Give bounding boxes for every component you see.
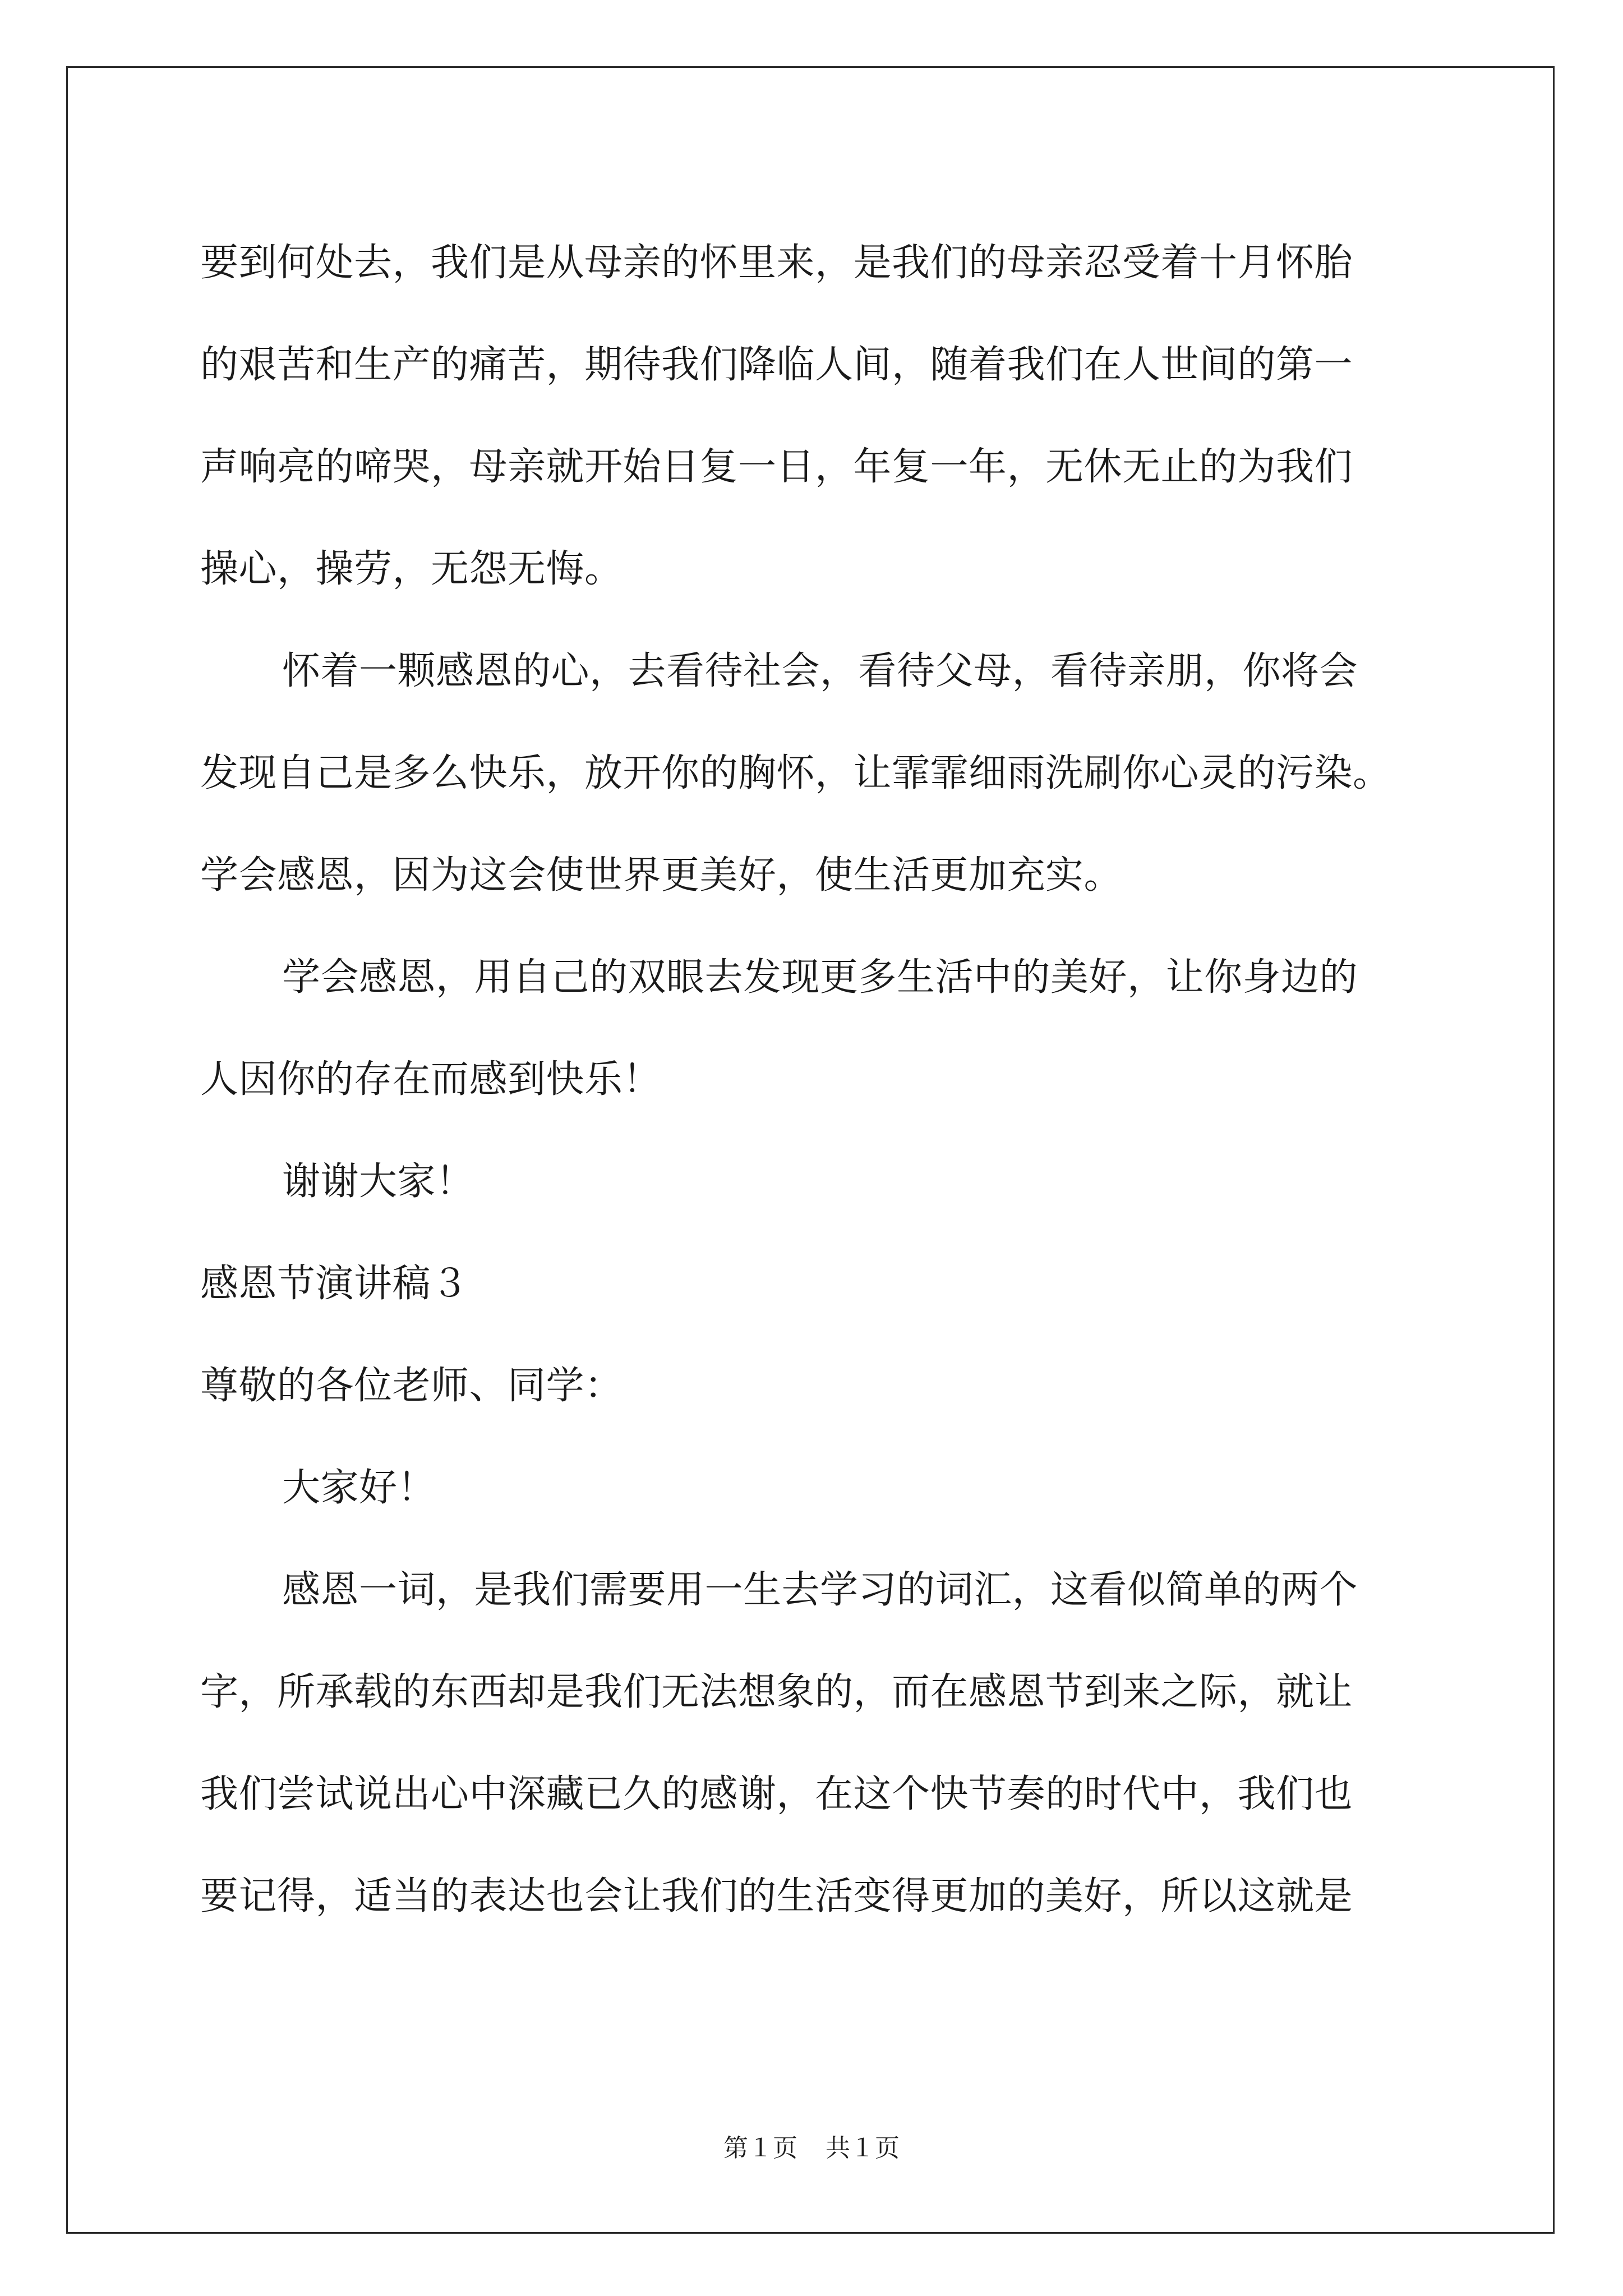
text-line: 大家好！: [282, 1466, 436, 1510]
text-line: 感恩一词，是我们需要用一生去学习的词汇，这看似简单的两个: [282, 1568, 1358, 1612]
text-line: 怀着一颗感恩的心，去看待社会，看待父母，看待亲朋，你将会: [282, 649, 1358, 693]
page-number: 第１页: [723, 2134, 797, 2162]
page-footer: [0, 2132, 1623, 2165]
text-line: 声响亮的啼哭，母亲就开始日复一日，年复一年，无休无止的为我们: [200, 445, 1353, 489]
text-line: 感恩节演讲稿３: [200, 1262, 469, 1306]
text-line: 学会感恩，因为这会使世界更美好，使生活更加充实。: [200, 853, 1123, 898]
text-line: 人因你的存在而感到快乐！: [200, 1057, 662, 1102]
page-total: 共１页: [826, 2134, 900, 2162]
text-line: 要记得，适当的表达也会让我们的生活变得更加的美好，所以这就是: [200, 1874, 1353, 1918]
text-line: 学会感恩，用自己的双眼去发现更多生活中的美好，让你身边的: [282, 955, 1358, 1000]
text-line: 谢谢大家！: [282, 1159, 474, 1204]
text-line: 操心，操劳，无怨无悔。: [200, 547, 623, 591]
text-line: 的艰苦和生产的痛苦，期待我们降临人间，随着我们在人世间的第一: [200, 343, 1353, 387]
text-line: 要到何处去，我们是从母亲的怀里来，是我们的母亲忍受着十月怀胎: [200, 241, 1353, 285]
document-body: [200, 212, 1434, 1948]
text-line: 发现自己是多么快乐，放开你的胸怀，让霏霏细雨洗刷你心灵的污染。: [200, 751, 1391, 795]
text-line: 我们尝试说出心中深藏已久的感谢，在这个快节奏的时代中，我们也: [200, 1772, 1353, 1816]
text-line: 尊敬的各位老师、同学：: [200, 1364, 623, 1408]
text-line: 字，所承载的东西却是我们无法想象的，而在感恩节到来之际，就让: [200, 1670, 1353, 1714]
